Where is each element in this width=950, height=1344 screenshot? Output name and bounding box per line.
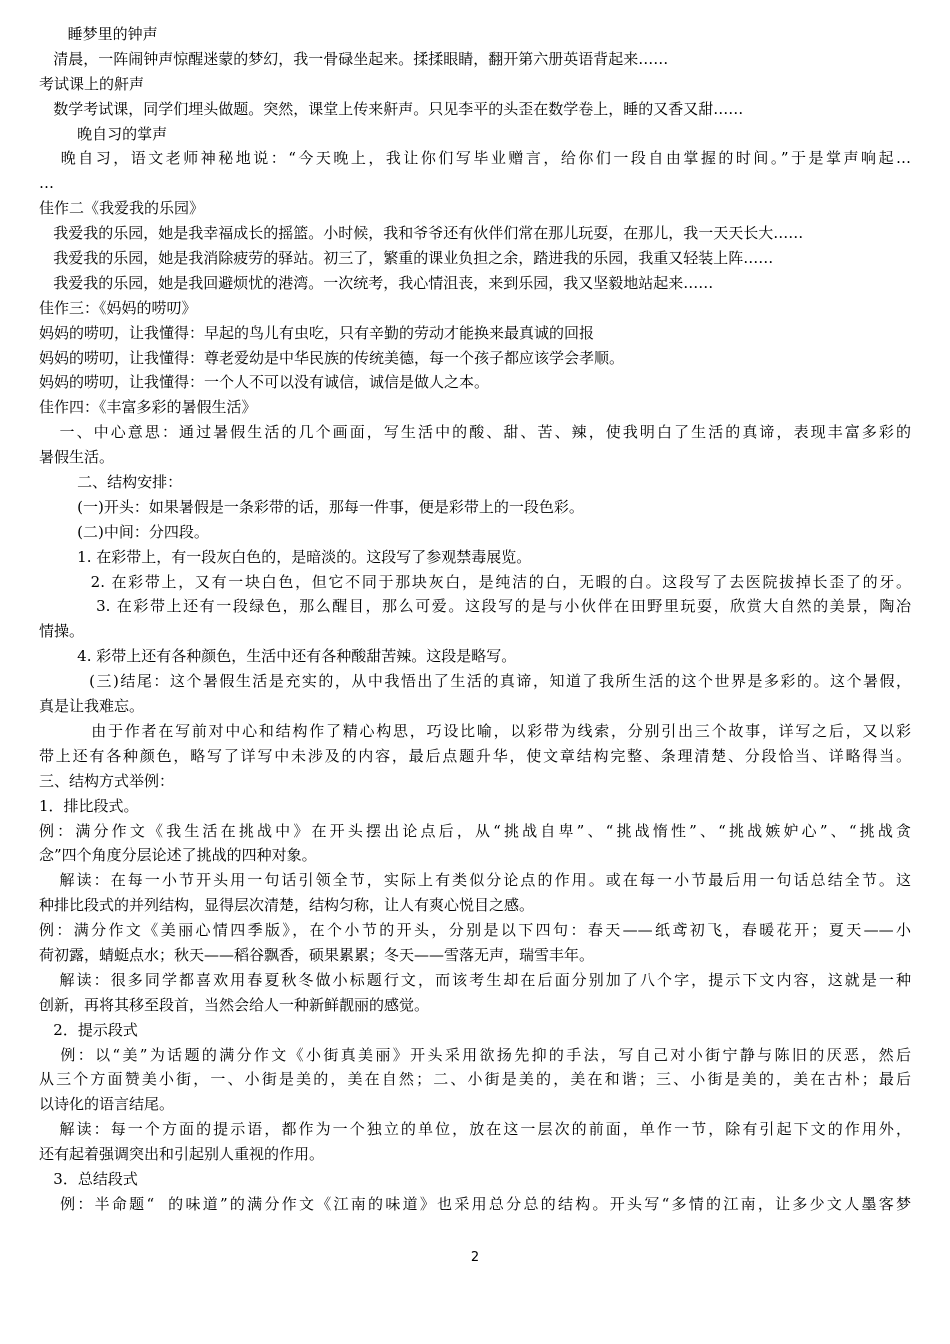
text-line: 解读：很多同学都喜欢用春夏秋冬做小标题行文，而该考生却在后面分别加了八个字，提示下文内容，这就是一种 <box>39 970 911 989</box>
text-line: 解读：每一个方面的提示语，都作为一个独立的单位，放在这一层次的前面，单作一节，除有引起下文的作用外， <box>39 1120 911 1139</box>
text-line: 2. 在彩带上，又有一块白色，但它不同于那块灰白，是纯洁的白，无暇的白。这段写了去医院拔掉长歪了的牙。 <box>39 572 911 591</box>
text-line: 佳作二《我爱我的乐园》 <box>39 199 205 218</box>
text-line: 创新，再将其移至段首，当然会给人一种新鲜靓丽的感觉。 <box>39 995 430 1014</box>
text-line: 3. 在彩带上还有一段绿色，那么醒目，那么可爱。这段写的是与小伙伴在田野里玩耍，欣赏大自然的美景，陶冶 <box>39 597 911 616</box>
text-line: 数学考试课，同学们埋头做题。突然，课堂上传来鼾声。只见李平的头歪在数学卷上，睡的又香又甜…… <box>39 99 744 118</box>
text-line: 睡梦里的钟声 <box>39 25 158 43</box>
text-line: 一、中心意思：通过暑假生活的几个画面，写生活中的酸、甜、苦、辣，使我明白了生活的真谛，表现丰富多彩的 <box>39 423 911 442</box>
text-line: 荷初露，蜻蜓点水；秋天——稻谷飘香，硕果累累；冬天——雪落无声，瑞雪丰年。 <box>39 945 595 964</box>
page-number: 2 <box>470 1250 480 1265</box>
text-line: 种排比段式的并列结构，显得层次清楚，结构匀称，让人有爽心悦目之感。 <box>39 896 535 915</box>
text-line: 还有起着强调突出和引起别人重视的作用。 <box>39 1145 325 1164</box>
text-line: 我爱我的乐园，她是我幸福成长的摇篮。小时候，我和爷爷还有伙伴们常在那儿玩耍，在那儿，我一天天长大…… <box>39 224 804 243</box>
text-line: 以诗化的语言结尾。 <box>39 1095 175 1114</box>
text-line: 佳作四：《丰富多彩的暑假生活》 <box>39 398 257 417</box>
text-line: 晚自习，语文老师神秘地说：“今天晚上，我让你们写毕业赠言，给你们一段自由掌握的时间。”于是掌声响起… <box>39 149 911 168</box>
text-line: 三、结构方式举例： <box>39 771 175 790</box>
text-line: 例：半命题“ 的味道”的满分作文《江南的味道》也采用总分总的结构。开头写“多情的江南，让多少文人墨客梦 <box>39 1194 911 1213</box>
text-line: … <box>39 174 54 193</box>
text-line: 我爱我的乐园，她是我回避烦忧的港湾。一次统考，我心情沮丧，来到乐园，我又坚毅地站起来…… <box>39 273 714 292</box>
text-line: 妈妈的唠叨，让我懂得：一个人不可以没有诚信，诚信是做人之本。 <box>39 373 490 392</box>
text-line: 2．提示段式 <box>39 1020 138 1039</box>
text-line: 佳作三：《妈妈的唠叨》 <box>39 298 197 317</box>
text-line: 例：满分作文《美丽心情四季版》，在个小节的开头，分别是以下四句：春天——纸鸢初飞，春暖花开；夏天——小 <box>39 921 911 940</box>
text-line: 真是让我难忘。 <box>39 697 145 716</box>
text-line: 妈妈的唠叨，让我懂得：早起的鸟儿有虫吃，只有辛勤的劳动才能换来最真诚的回报 <box>39 323 595 342</box>
text-line: 晚自习的掌声 <box>39 124 168 143</box>
text-line: 妈妈的唠叨，让我懂得：尊老爱幼是中华民族的传统美德，每一个孩子都应该学会孝顺。 <box>39 348 625 367</box>
text-line: 我爱我的乐园，她是我消除疲劳的驿站。初三了，繁重的课业负担之余，踏进我的乐园，我重又轻装上阵…… <box>39 249 774 268</box>
text-line: 考试课上的鼾声 <box>39 74 145 93</box>
text-line: 1. 在彩带上，有一段灰白色的，是暗淡的。这段写了参观禁毒展览。 <box>39 547 532 566</box>
text-line: 暑假生活。 <box>39 448 115 467</box>
text-line: 从三个方面赞美小街，一、小街是美的，美在自然；二、小街是美的，美在和谐；三、小街是美的，美在古朴；最后 <box>39 1070 911 1089</box>
text-line: 由于作者在写前对中心和结构作了精心构思，巧设比喻，以彩带为线索，分别引出三个故事，详写之后，又以彩 <box>39 721 911 740</box>
text-line: (三)结尾：这个暑假生活是充实的，从中我悟出了生活的真谛，知道了我所生活的这个世界是多彩的。这个暑假， <box>39 672 911 691</box>
text-line: 解读：在每一小节开头用一句话引领全节，实际上有类似分论点的作用。或在每一小节最后用一句话总结全节。这 <box>39 871 911 890</box>
text-line: 1．排比段式。 <box>39 796 139 815</box>
text-line: 4. 彩带上还有各种颜色，生活中还有各种酸甜苦辣。这段是略写。 <box>39 647 517 666</box>
text-line: 情操。 <box>39 622 85 641</box>
text-line: 带上还有各种颜色，略写了详写中未涉及的内容，最后点题升华，使文章结构完整、条理清楚、分段恰当、详略得当。 <box>39 746 911 765</box>
text-line: 3．总结段式 <box>39 1169 138 1188</box>
text-line: 念”四个角度分层论述了挑战的四种对象。 <box>39 846 317 865</box>
document-body <box>39 22 911 1217</box>
text-line: 清晨，一阵闹钟声惊醒迷蒙的梦幻，我一骨碌坐起来。揉揉眼睛，翻开第六册英语背起来…… <box>39 49 669 68</box>
text-line: 例：以“美”为话题的满分作文《小街真美丽》开头采用欲扬先抑的手法，写自己对小街宁静与陈旧的厌恶，然后 <box>39 1045 911 1064</box>
text-line: 例：满分作文《我生活在挑战中》在开头摆出论点后，从“挑战自卑”、“挑战惰性”、“挑战嫉妒心”、“挑战贪 <box>39 821 911 840</box>
text-line: (二)中间：分四段。 <box>39 522 209 541</box>
text-line: 二、结构安排： <box>39 473 183 492</box>
text-line: (一)开头：如果暑假是一条彩带的话，那每一件事，便是彩带上的一段色彩。 <box>39 497 584 516</box>
